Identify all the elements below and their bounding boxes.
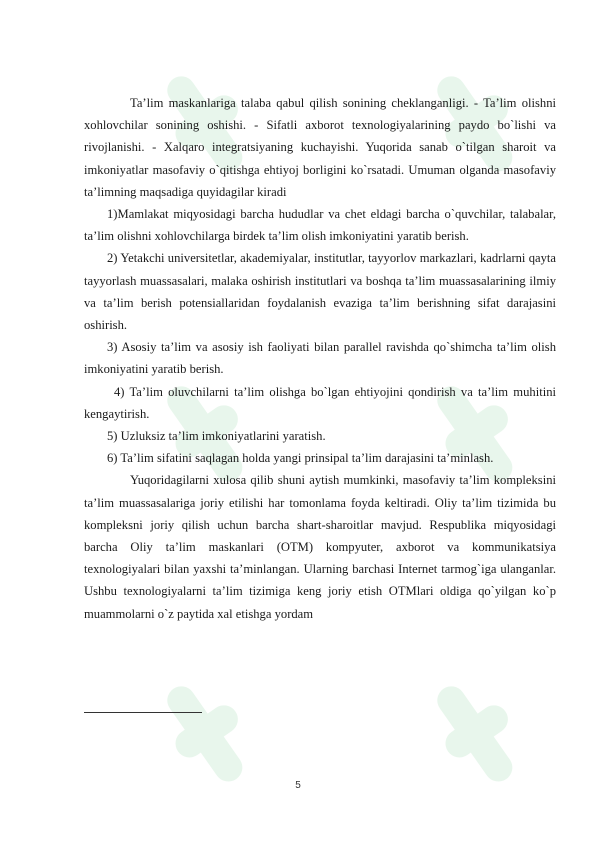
list-item-3: 3) Asosiy ta’lim va asosiy ish faoliyati bilan parallel ravishda qo`shimcha ta’lim olish imkoniyatini yaratib berish.: [84, 340, 556, 377]
list-item-5: 5) Uzluksiz ta’lim imkoniyatlarini yaratish.: [107, 429, 326, 444]
footnote-divider: [84, 712, 202, 713]
document-body: [84, 92, 556, 625]
list-item-1: 1)Mamlakat miqyosidagi barcha hududlar va chet eldagi barcha o`quvchilar, talabalar, ta’lim olishni xohlovchilarga birdek ta’lim olish imkoniyatini yaratib berish.: [84, 207, 556, 244]
paragraph-intro: Ta’lim maskanlariga talaba qabul qilish sonining cheklanganligi. - Ta’lim olishni xohlovchilar sonining oshishi. - Sifatli axborot texnologiyalarining paydo bo`lishi va rivojlanishi. - Xalqaro integratsiyaning kuchayishi. Yuqorida sanab o`tilgan sharoit va imkoniyatlar masofaviy o`qitishga ehtiyoj borligini ko`rsatadi. Umuman olganda masofaviy ta’limning maqsadiga quyidagilar kiradi: [84, 96, 556, 199]
list-item-2: 2) Yetakchi universitetlar, akademiyalar, institutlar, tayyorlov markazlari, kadrlarni qayta tayyorlash muassasalari, malaka oshirish institutlari va boshqa ta’lim muassasalarining ilmiy va ta’lim berish potensiallaridan foydalanish evaziga ta’lim berishning sifat darajasini oshirish.: [84, 251, 556, 333]
list-item-4: 4) Ta’lim oluvchilarni ta’lim olishga bo`lgan ehtiyojini qondirish va ta’lim muhitini kengaytirish.: [84, 384, 556, 421]
paragraph-conclusion: Yuqoridagilarni xulosa qilib shuni aytish mumkinki, masofaviy ta’lim kompleksini ta’lim muassasalariga joriy etilishi har tomonlama foyda keltiradi. Oliy ta’lim tizimida bu kompleksni joriy qilish uchun barcha shart-sharoitlar mavjud. Respublika miqyosidagi barcha Oliy ta’lim maskanlari (OTM) kompyuter, axborot va kommunikatsiya texnologiyalari bilan yaxshi ta’minlangan. Ularning barchasi Internet tarmog`iga ulanganlar. Ushbu texnologiyalarni ta’lim tizimiga keng joriy etish OTMlari oldiga qo`yilgan ko`p muammolarni o`z paytida xal etishga yordam: [84, 473, 556, 621]
page-number: 5: [295, 780, 301, 791]
list-item-6: 6) Ta’lim sifatini saqlagan holda yangi prinsipal ta’lim darajasini ta’minlash.: [107, 451, 494, 466]
